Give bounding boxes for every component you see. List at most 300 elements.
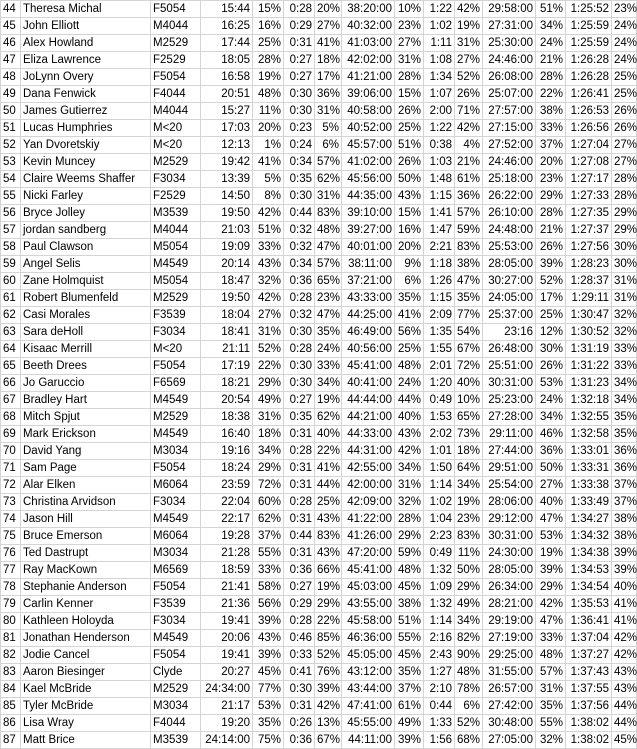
bike-time-cell: 41:21:00 xyxy=(342,69,395,86)
name-cell: Casi Morales xyxy=(21,307,151,324)
total-time-cell: 1:27:56 xyxy=(566,239,612,256)
total-time-cell: 1:30:47 xyxy=(566,307,612,324)
t1-pct-cell: 22% xyxy=(315,443,342,460)
t1-time-cell: 0:27 xyxy=(284,392,315,409)
name-cell: Beeth Drees xyxy=(21,358,151,375)
division-cell: M3034 xyxy=(151,545,201,562)
total-time-cell: 1:26:56 xyxy=(566,120,612,137)
swim-time-cell: 15:27 xyxy=(201,103,253,120)
t1-time-cell: 0:28 xyxy=(284,1,315,18)
table-row xyxy=(1,426,637,443)
name-cell: Bryce Jolley xyxy=(21,205,151,222)
t1-pct-cell: 6% xyxy=(315,137,342,154)
run-time-cell: 24:48:00 xyxy=(483,222,536,239)
swim-time-cell: 20:14 xyxy=(201,256,253,273)
total-pct-cell: 38% xyxy=(612,511,637,528)
division-cell: F3034 xyxy=(151,613,201,630)
total-pct-cell: 45% xyxy=(612,732,637,749)
total-pct-cell: 25% xyxy=(612,69,637,86)
t1-time-cell: 0:36 xyxy=(284,562,315,579)
t1-time-cell: 0:32 xyxy=(284,222,315,239)
name-cell: Paul Clawson xyxy=(21,239,151,256)
t1-time-cell: 0:31 xyxy=(284,545,315,562)
table-row xyxy=(1,222,637,239)
swim-time-cell: 16:58 xyxy=(201,69,253,86)
table-row xyxy=(1,613,637,630)
table-row xyxy=(1,562,637,579)
bike-time-cell: 44:44:00 xyxy=(342,392,395,409)
bike-pct-cell: 48% xyxy=(395,562,424,579)
swim-time-cell: 18:04 xyxy=(201,307,253,324)
bike-pct-cell: 27% xyxy=(395,35,424,52)
table-row xyxy=(1,205,637,222)
table-row xyxy=(1,137,637,154)
name-cell: Claire Weems Shaffer xyxy=(21,171,151,188)
total-pct-cell: 37% xyxy=(612,477,637,494)
t2-pct-cell: 65% xyxy=(455,409,483,426)
total-pct-cell: 26% xyxy=(612,120,637,137)
t2-pct-cell: 71% xyxy=(455,103,483,120)
t1-pct-cell: 33% xyxy=(315,358,342,375)
run-pct-cell: 28% xyxy=(536,205,566,222)
name-cell: Mark Erickson xyxy=(21,426,151,443)
run-pct-cell: 30% xyxy=(536,341,566,358)
t1-time-cell: 0:30 xyxy=(284,358,315,375)
name-cell: Jason Hill xyxy=(21,511,151,528)
bike-time-cell: 45:41:00 xyxy=(342,562,395,579)
total-pct-cell: 35% xyxy=(612,426,637,443)
run-time-cell: 24:30:00 xyxy=(483,545,536,562)
bike-pct-cell: 15% xyxy=(395,86,424,103)
table-row xyxy=(1,35,637,52)
name-cell: Tyler McBride xyxy=(21,698,151,715)
bike-time-cell: 45:41:00 xyxy=(342,358,395,375)
run-time-cell: 31:55:00 xyxy=(483,664,536,681)
swim-time-cell: 14:50 xyxy=(201,188,253,205)
t1-pct-cell: 35% xyxy=(315,324,342,341)
table-row xyxy=(1,103,637,120)
place-cell: 67 xyxy=(1,392,21,409)
swim-pct-cell: 77% xyxy=(253,681,284,698)
division-cell: M5054 xyxy=(151,273,201,290)
total-pct-cell: 32% xyxy=(612,307,637,324)
run-pct-cell: 21% xyxy=(536,222,566,239)
t2-time-cell: 1:50 xyxy=(424,460,455,477)
swim-time-cell: 18:21 xyxy=(201,375,253,392)
t2-pct-cell: 83% xyxy=(455,239,483,256)
table-row xyxy=(1,86,637,103)
name-cell: Jo Garuccio xyxy=(21,375,151,392)
run-pct-cell: 24% xyxy=(536,392,566,409)
bike-pct-cell: 56% xyxy=(395,324,424,341)
t2-time-cell: 1:07 xyxy=(424,86,455,103)
swim-pct-cell: 60% xyxy=(253,494,284,511)
run-pct-cell: 53% xyxy=(536,375,566,392)
bike-time-cell: 39:27:00 xyxy=(342,222,395,239)
total-pct-cell: 31% xyxy=(612,290,637,307)
swim-pct-cell: 49% xyxy=(253,392,284,409)
run-pct-cell: 29% xyxy=(536,579,566,596)
t1-time-cell: 0:36 xyxy=(284,732,315,749)
run-time-cell: 29:11:00 xyxy=(483,426,536,443)
run-time-cell: 26:48:00 xyxy=(483,341,536,358)
t2-pct-cell: 64% xyxy=(455,460,483,477)
name-cell: Nicki Farley xyxy=(21,188,151,205)
division-cell: F5054 xyxy=(151,1,201,18)
bike-time-cell: 45:58:00 xyxy=(342,613,395,630)
division-cell: M4549 xyxy=(151,630,201,647)
run-pct-cell: 25% xyxy=(536,307,566,324)
swim-pct-cell: 8% xyxy=(253,188,284,205)
t2-time-cell: 1:11 xyxy=(424,35,455,52)
swim-pct-cell: 45% xyxy=(253,664,284,681)
bike-pct-cell: 31% xyxy=(395,477,424,494)
name-cell: Stephanie Anderson xyxy=(21,579,151,596)
bike-pct-cell: 43% xyxy=(395,426,424,443)
place-cell: 53 xyxy=(1,154,21,171)
bike-pct-cell: 26% xyxy=(395,103,424,120)
t2-pct-cell: 4% xyxy=(455,137,483,154)
total-pct-cell: 41% xyxy=(612,613,637,630)
t2-time-cell: 1:27 xyxy=(424,664,455,681)
bike-pct-cell: 25% xyxy=(395,341,424,358)
t2-pct-cell: 18% xyxy=(455,443,483,460)
bike-time-cell: 40:01:00 xyxy=(342,239,395,256)
run-time-cell: 28:21:00 xyxy=(483,596,536,613)
bike-pct-cell: 16% xyxy=(395,222,424,239)
swim-pct-cell: 20% xyxy=(253,120,284,137)
place-cell: 59 xyxy=(1,256,21,273)
run-pct-cell: 50% xyxy=(536,460,566,477)
table-row xyxy=(1,647,637,664)
run-pct-cell: 38% xyxy=(536,103,566,120)
swim-pct-cell: 33% xyxy=(253,239,284,256)
t1-time-cell: 0:31 xyxy=(284,511,315,528)
run-pct-cell: 47% xyxy=(536,511,566,528)
t2-time-cell: 0:49 xyxy=(424,545,455,562)
division-cell: M2529 xyxy=(151,409,201,426)
swim-time-cell: 19:20 xyxy=(201,715,253,732)
total-time-cell: 1:27:17 xyxy=(566,171,612,188)
t1-pct-cell: 29% xyxy=(315,596,342,613)
bike-time-cell: 44:35:00 xyxy=(342,188,395,205)
run-pct-cell: 46% xyxy=(536,426,566,443)
swim-time-cell: 12:13 xyxy=(201,137,253,154)
total-pct-cell: 38% xyxy=(612,528,637,545)
t1-pct-cell: 27% xyxy=(315,18,342,35)
table-row xyxy=(1,307,637,324)
name-cell: Carlin Kenner xyxy=(21,596,151,613)
t2-pct-cell: 50% xyxy=(455,562,483,579)
total-time-cell: 1:34:32 xyxy=(566,528,612,545)
swim-time-cell: 24:34:00 xyxy=(201,681,253,698)
t1-pct-cell: 19% xyxy=(315,392,342,409)
t1-pct-cell: 31% xyxy=(315,103,342,120)
name-cell: JoLynn Overy xyxy=(21,69,151,86)
bike-time-cell: 44:25:00 xyxy=(342,307,395,324)
total-pct-cell: 23% xyxy=(612,1,637,18)
t2-time-cell: 2:10 xyxy=(424,681,455,698)
place-cell: 65 xyxy=(1,358,21,375)
bike-time-cell: 41:26:00 xyxy=(342,528,395,545)
t1-time-cell: 0:31 xyxy=(284,477,315,494)
total-time-cell: 1:33:38 xyxy=(566,477,612,494)
place-cell: 46 xyxy=(1,35,21,52)
t2-pct-cell: 54% xyxy=(455,324,483,341)
swim-time-cell: 19:41 xyxy=(201,647,253,664)
t1-pct-cell: 43% xyxy=(315,545,342,562)
t2-pct-cell: 11% xyxy=(455,545,483,562)
place-cell: 62 xyxy=(1,307,21,324)
bike-time-cell: 45:03:00 xyxy=(342,579,395,596)
run-time-cell: 23:16 xyxy=(483,324,536,341)
total-pct-cell: 33% xyxy=(612,358,637,375)
t1-time-cell: 0:31 xyxy=(284,698,315,715)
t1-pct-cell: 66% xyxy=(315,562,342,579)
swim-pct-cell: 53% xyxy=(253,698,284,715)
swim-time-cell: 18:24 xyxy=(201,460,253,477)
run-pct-cell: 57% xyxy=(536,664,566,681)
t2-pct-cell: 34% xyxy=(455,613,483,630)
swim-pct-cell: 43% xyxy=(253,256,284,273)
total-time-cell: 1:37:27 xyxy=(566,647,612,664)
division-cell: M6064 xyxy=(151,528,201,545)
swim-pct-cell: 29% xyxy=(253,460,284,477)
total-pct-cell: 26% xyxy=(612,103,637,120)
t1-pct-cell: 76% xyxy=(315,664,342,681)
swim-pct-cell: 11% xyxy=(253,103,284,120)
run-pct-cell: 37% xyxy=(536,137,566,154)
bike-pct-cell: 48% xyxy=(395,358,424,375)
t1-pct-cell: 25% xyxy=(315,494,342,511)
total-pct-cell: 30% xyxy=(612,239,637,256)
t2-pct-cell: 78% xyxy=(455,681,483,698)
bike-pct-cell: 41% xyxy=(395,307,424,324)
total-pct-cell: 39% xyxy=(612,562,637,579)
table-row xyxy=(1,239,637,256)
place-cell: 71 xyxy=(1,460,21,477)
table-row xyxy=(1,290,637,307)
t2-time-cell: 1:09 xyxy=(424,579,455,596)
name-cell: Dana Fenwick xyxy=(21,86,151,103)
t2-pct-cell: 23% xyxy=(455,511,483,528)
t2-pct-cell: 38% xyxy=(455,256,483,273)
name-cell: Alar Elken xyxy=(21,477,151,494)
run-pct-cell: 26% xyxy=(536,358,566,375)
total-pct-cell: 28% xyxy=(612,171,637,188)
t2-time-cell: 1:03 xyxy=(424,154,455,171)
bike-time-cell: 45:56:00 xyxy=(342,171,395,188)
place-cell: 74 xyxy=(1,511,21,528)
t2-time-cell: 2:01 xyxy=(424,358,455,375)
place-cell: 87 xyxy=(1,732,21,749)
swim-pct-cell: 16% xyxy=(253,18,284,35)
swim-pct-cell: 75% xyxy=(253,732,284,749)
name-cell: Lisa Wray xyxy=(21,715,151,732)
bike-time-cell: 43:44:00 xyxy=(342,681,395,698)
place-cell: 75 xyxy=(1,528,21,545)
t1-pct-cell: 43% xyxy=(315,511,342,528)
t2-pct-cell: 72% xyxy=(455,358,483,375)
run-time-cell: 29:25:00 xyxy=(483,647,536,664)
table-row xyxy=(1,698,637,715)
total-time-cell: 1:26:28 xyxy=(566,52,612,69)
run-time-cell: 27:52:00 xyxy=(483,137,536,154)
t2-pct-cell: 27% xyxy=(455,52,483,69)
swim-pct-cell: 18% xyxy=(253,426,284,443)
t1-time-cell: 0:30 xyxy=(284,324,315,341)
run-pct-cell: 53% xyxy=(536,528,566,545)
t2-pct-cell: 40% xyxy=(455,375,483,392)
t1-pct-cell: 18% xyxy=(315,52,342,69)
run-pct-cell: 48% xyxy=(536,647,566,664)
run-time-cell: 25:30:00 xyxy=(483,35,536,52)
t1-pct-cell: 62% xyxy=(315,409,342,426)
division-cell: M4044 xyxy=(151,222,201,239)
division-cell: M4044 xyxy=(151,103,201,120)
swim-pct-cell: 48% xyxy=(253,86,284,103)
name-cell: James Gutierrez xyxy=(21,103,151,120)
t1-time-cell: 0:30 xyxy=(284,681,315,698)
run-time-cell: 27:15:00 xyxy=(483,120,536,137)
total-time-cell: 1:26:53 xyxy=(566,103,612,120)
t2-pct-cell: 49% xyxy=(455,596,483,613)
total-pct-cell: 36% xyxy=(612,443,637,460)
name-cell: Kael McBride xyxy=(21,681,151,698)
run-pct-cell: 32% xyxy=(536,732,566,749)
place-cell: 61 xyxy=(1,290,21,307)
table-row xyxy=(1,477,637,494)
bike-time-cell: 40:41:00 xyxy=(342,375,395,392)
run-pct-cell: 34% xyxy=(536,18,566,35)
swim-pct-cell: 42% xyxy=(253,290,284,307)
total-time-cell: 1:28:23 xyxy=(566,256,612,273)
t2-pct-cell: 90% xyxy=(455,647,483,664)
t2-time-cell: 1:15 xyxy=(424,290,455,307)
total-time-cell: 1:28:37 xyxy=(566,273,612,290)
swim-time-cell: 21:28 xyxy=(201,545,253,562)
t2-pct-cell: 6% xyxy=(455,698,483,715)
division-cell: M3034 xyxy=(151,698,201,715)
t2-time-cell: 1:33 xyxy=(424,715,455,732)
division-cell: M4549 xyxy=(151,511,201,528)
place-cell: 82 xyxy=(1,647,21,664)
place-cell: 60 xyxy=(1,273,21,290)
place-cell: 52 xyxy=(1,137,21,154)
total-pct-cell: 42% xyxy=(612,630,637,647)
table-row xyxy=(1,18,637,35)
total-time-cell: 1:37:04 xyxy=(566,630,612,647)
total-time-cell: 1:34:53 xyxy=(566,562,612,579)
place-cell: 80 xyxy=(1,613,21,630)
run-pct-cell: 55% xyxy=(536,715,566,732)
total-pct-cell: 34% xyxy=(612,375,637,392)
name-cell: Kisaac Merrill xyxy=(21,341,151,358)
table-row xyxy=(1,579,637,596)
t1-time-cell: 0:35 xyxy=(284,171,315,188)
bike-pct-cell: 50% xyxy=(395,171,424,188)
t2-time-cell: 1:02 xyxy=(424,494,455,511)
run-time-cell: 26:57:00 xyxy=(483,681,536,698)
t1-pct-cell: 41% xyxy=(315,35,342,52)
swim-pct-cell: 22% xyxy=(253,358,284,375)
t2-pct-cell: 68% xyxy=(455,732,483,749)
table-row xyxy=(1,681,637,698)
place-cell: 48 xyxy=(1,69,21,86)
name-cell: Angel Selis xyxy=(21,256,151,273)
t2-time-cell: 2:21 xyxy=(424,239,455,256)
swim-time-cell: 22:17 xyxy=(201,511,253,528)
run-pct-cell: 35% xyxy=(536,698,566,715)
t2-time-cell: 2:43 xyxy=(424,647,455,664)
name-cell: jordan sandberg xyxy=(21,222,151,239)
bike-time-cell: 42:02:00 xyxy=(342,52,395,69)
t1-time-cell: 0:30 xyxy=(284,86,315,103)
table-row xyxy=(1,511,637,528)
run-time-cell: 25:37:00 xyxy=(483,307,536,324)
swim-pct-cell: 29% xyxy=(253,375,284,392)
swim-time-cell: 19:50 xyxy=(201,205,253,222)
run-time-cell: 27:31:00 xyxy=(483,18,536,35)
table-row xyxy=(1,256,637,273)
bike-pct-cell: 61% xyxy=(395,698,424,715)
bike-pct-cell: 38% xyxy=(395,596,424,613)
swim-time-cell: 17:03 xyxy=(201,120,253,137)
t2-time-cell: 1:26 xyxy=(424,273,455,290)
swim-pct-cell: 37% xyxy=(253,528,284,545)
swim-time-cell: 18:47 xyxy=(201,273,253,290)
t1-pct-cell: 13% xyxy=(315,715,342,732)
run-time-cell: 26:34:00 xyxy=(483,579,536,596)
t1-time-cell: 0:28 xyxy=(284,494,315,511)
t2-pct-cell: 34% xyxy=(455,477,483,494)
total-time-cell: 1:36:41 xyxy=(566,613,612,630)
t1-time-cell: 0:32 xyxy=(284,307,315,324)
bike-time-cell: 38:11:00 xyxy=(342,256,395,273)
name-cell: Aaron Biesinger xyxy=(21,664,151,681)
t2-time-cell: 1:04 xyxy=(424,511,455,528)
run-time-cell: 25:51:00 xyxy=(483,358,536,375)
swim-pct-cell: 31% xyxy=(253,409,284,426)
t1-time-cell: 0:34 xyxy=(284,256,315,273)
t2-time-cell: 1:48 xyxy=(424,171,455,188)
table-row xyxy=(1,715,637,732)
name-cell: Eliza Lawrence xyxy=(21,52,151,69)
bike-time-cell: 44:31:00 xyxy=(342,443,395,460)
t2-time-cell: 1:41 xyxy=(424,205,455,222)
swim-pct-cell: 72% xyxy=(253,477,284,494)
total-pct-cell: 34% xyxy=(612,392,637,409)
table-row xyxy=(1,732,637,749)
run-pct-cell: 20% xyxy=(536,154,566,171)
division-cell: F5054 xyxy=(151,647,201,664)
run-time-cell: 29:19:00 xyxy=(483,613,536,630)
t1-pct-cell: 40% xyxy=(315,426,342,443)
run-time-cell: 27:42:00 xyxy=(483,698,536,715)
name-cell: Matt Brice xyxy=(21,732,151,749)
bike-pct-cell: 44% xyxy=(395,392,424,409)
run-pct-cell: 52% xyxy=(536,273,566,290)
bike-time-cell: 40:58:00 xyxy=(342,103,395,120)
total-pct-cell: 25% xyxy=(612,86,637,103)
bike-pct-cell: 51% xyxy=(395,613,424,630)
run-time-cell: 24:46:00 xyxy=(483,52,536,69)
t2-time-cell: 1:32 xyxy=(424,562,455,579)
swim-pct-cell: 33% xyxy=(253,562,284,579)
t1-time-cell: 0:23 xyxy=(284,120,315,137)
division-cell: M<20 xyxy=(151,341,201,358)
run-pct-cell: 31% xyxy=(536,681,566,698)
